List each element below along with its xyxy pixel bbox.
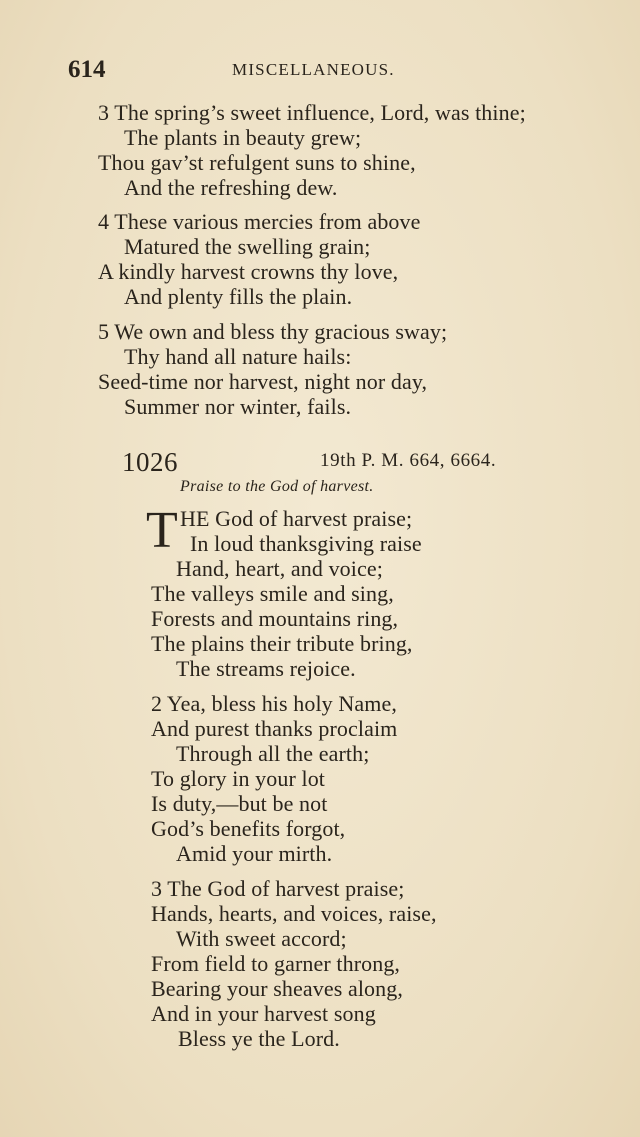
verse-line: Matured the swelling grain;: [124, 234, 371, 259]
verse-line: Amid your mirth.: [176, 841, 333, 866]
verse-line: In loud thanksgiving raise: [190, 531, 422, 556]
verse-line: And purest thanks proclaim: [151, 716, 398, 741]
verse-line: Thou gav’st refulgent suns to shine,: [98, 150, 416, 175]
verse-line: The plains their tribute bring,: [151, 631, 413, 656]
verse-line: 5 We own and bless thy gracious sway;: [98, 319, 448, 344]
verse-line: A kindly harvest crowns thy love,: [98, 259, 399, 284]
verse-line: Summer nor winter, fails.: [124, 394, 352, 419]
verse-line: Bless ye the Lord.: [178, 1026, 340, 1051]
verse-line: And plenty fills the plain.: [124, 284, 353, 309]
hymn-meter: 19th P. M. 664, 6664.: [320, 450, 497, 471]
page-number: 614: [68, 56, 106, 83]
verse-line: Is duty,—but be not: [151, 791, 328, 816]
verse-line: The valleys smile and sing,: [151, 581, 394, 606]
verse-line: 3 The God of harvest praise;: [151, 876, 405, 901]
verse-line: HE God of harvest praise;: [180, 506, 413, 531]
verse-line: 4 These various mercies from above: [98, 209, 421, 234]
verse-line: Hand, heart, and voice;: [176, 556, 383, 581]
verse-line: And in your harvest song: [151, 1001, 376, 1026]
verse-line: From field to garner throng,: [151, 951, 401, 976]
verse-line: With sweet accord;: [176, 926, 347, 951]
hymn-number: 1026: [122, 447, 178, 477]
hymn-title: Praise to the God of harvest.: [180, 478, 374, 495]
verse-line: Seed-time nor harvest, night nor day,: [98, 369, 428, 394]
verse-line: God’s benefits forgot,: [151, 816, 346, 841]
verse-line: And the refreshing dew.: [124, 175, 338, 200]
verse-line: Forests and mountains ring,: [151, 606, 399, 631]
verse-line: Thy hand all nature hails:: [124, 344, 352, 369]
verse-line: Bearing your sheaves along,: [151, 976, 403, 1001]
drop-cap: T: [146, 502, 178, 559]
verse-line: The streams rejoice.: [176, 656, 356, 681]
verse-line: 2 Yea, bless his holy Name,: [151, 691, 397, 716]
verse-line: To glory in your lot: [151, 766, 326, 791]
verse-line: Hands, hearts, and voices, raise,: [151, 901, 437, 926]
verse-line: 3 The spring’s sweet influence, Lord, was thine;: [98, 100, 526, 125]
verse-line: The plants in beauty grew;: [124, 125, 362, 150]
running-head: MISCELLANEOUS.: [232, 60, 395, 79]
verse-line: Through all the earth;: [176, 741, 370, 766]
